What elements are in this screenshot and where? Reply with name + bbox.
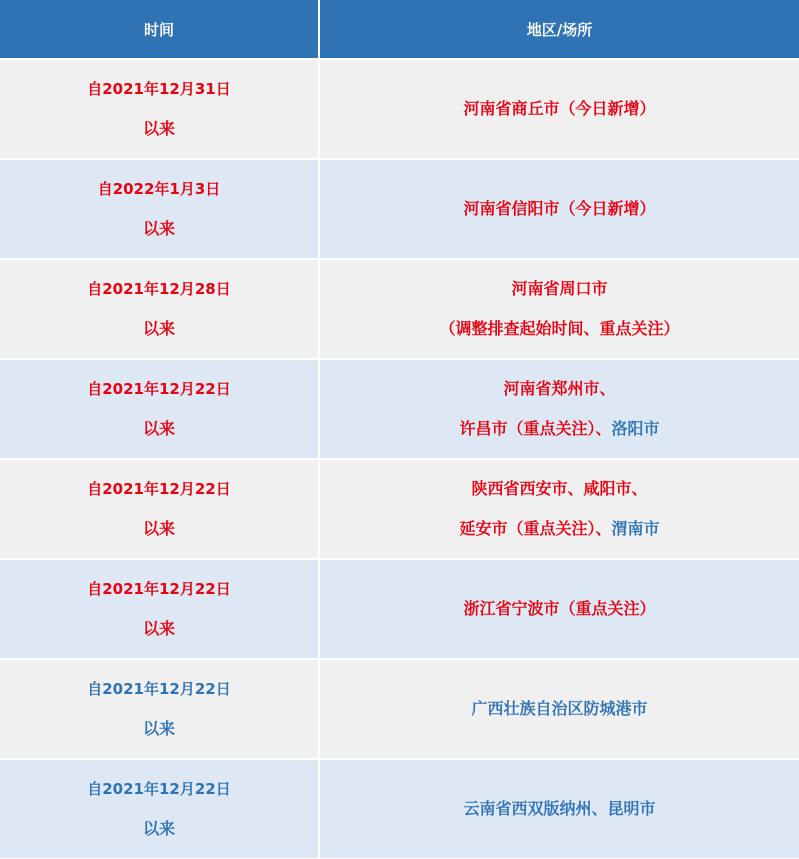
place-line: [320, 409, 799, 449]
time-since-date: 自2021年12月28日: [87, 280, 231, 298]
table-row: [0, 258, 799, 358]
place-line: [320, 689, 799, 729]
place-cell: [320, 758, 799, 858]
time-since-suffix: 以来: [142, 419, 175, 438]
place-text: （调整排查起始时间、重点关注）: [439, 319, 680, 338]
column-header-place: 地区/场所: [320, 0, 799, 58]
time-cell: [0, 258, 320, 358]
time-since-date: 自2021年12月22日: [87, 580, 231, 598]
place-text: 河南省商丘市（今日新增）: [463, 99, 656, 118]
place-text: 洛阳市: [611, 419, 660, 438]
place-cell: [320, 58, 799, 158]
time-cell: [0, 658, 320, 758]
table-row: [0, 558, 799, 658]
table-row: [0, 658, 799, 758]
time-since-suffix: 以来: [142, 219, 175, 238]
table-row: [0, 158, 799, 258]
time-since-suffix: 以来: [142, 319, 175, 338]
time-cell: [0, 358, 320, 458]
time-since-date: 自2021年12月22日: [87, 480, 231, 498]
time-since-suffix: 以来: [142, 619, 175, 638]
place-text: 延安市（重点关注）、: [459, 519, 612, 538]
place-line: [320, 469, 799, 509]
place-text: 陕西省西安市、咸阳市、: [471, 479, 648, 498]
place-text: 许昌市（重点关注）、: [459, 419, 612, 438]
time-since-date: 自2021年12月22日: [87, 680, 231, 698]
place-line: [320, 589, 799, 629]
time-since-date: 自2022年1月3日: [97, 180, 221, 198]
table-row: [0, 358, 799, 458]
table-row: [0, 458, 799, 558]
place-cell: [320, 558, 799, 658]
place-cell: [320, 658, 799, 758]
place-line: [320, 89, 799, 129]
table-row: [0, 58, 799, 158]
table-header-row: [0, 0, 799, 58]
place-line: [320, 309, 799, 349]
table-row: [0, 758, 799, 858]
time-cell: [0, 158, 320, 258]
time-since-suffix: 以来: [142, 719, 175, 738]
place-line: [320, 369, 799, 409]
time-since-date: 自2021年12月22日: [87, 780, 231, 798]
time-since-date: 自2021年12月31日: [87, 80, 231, 98]
time-cell: [0, 558, 320, 658]
place-text: 河南省信阳市（今日新增）: [463, 199, 656, 218]
place-line: [320, 189, 799, 229]
time-since-suffix: 以来: [142, 119, 175, 138]
time-cell: [0, 58, 320, 158]
time-since-suffix: 以来: [142, 819, 175, 838]
time-since-suffix: 以来: [142, 519, 175, 538]
time-cell: [0, 458, 320, 558]
column-header-time: 时间: [0, 0, 320, 58]
place-line: [320, 269, 799, 309]
place-cell: [320, 458, 799, 558]
place-text: 云南省西双版纳州、昆明市: [463, 799, 656, 818]
place-cell: [320, 258, 799, 358]
place-cell: [320, 158, 799, 258]
place-text: 河南省郑州市、: [503, 379, 616, 398]
time-cell: [0, 758, 320, 858]
place-text: 河南省周口市: [511, 279, 608, 298]
place-text: 渭南市: [611, 519, 660, 538]
time-since-date: 自2021年12月22日: [87, 380, 231, 398]
table-body: [0, 58, 799, 858]
place-line: [320, 789, 799, 829]
place-text: 浙江省宁波市（重点关注）: [463, 599, 656, 618]
place-line: [320, 509, 799, 549]
place-text: 广西壮族自治区防城港市: [471, 699, 648, 718]
place-cell: [320, 358, 799, 458]
